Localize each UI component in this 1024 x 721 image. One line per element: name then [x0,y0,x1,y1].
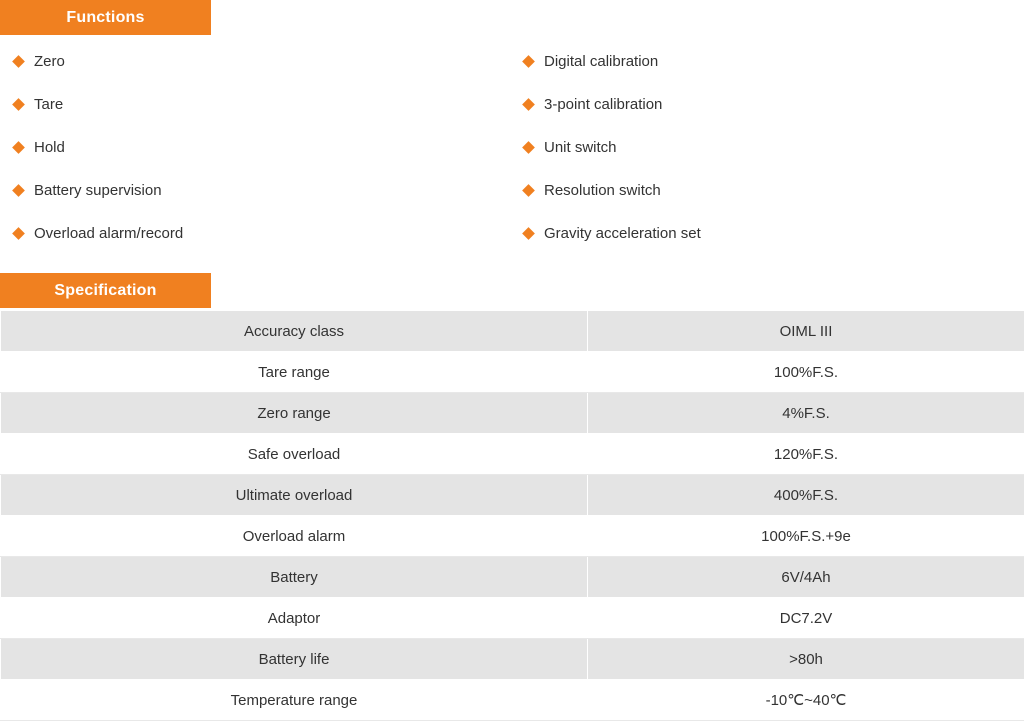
list-item [524,212,701,255]
spec-name: Battery life [1,639,588,680]
table-row [1,639,1024,680]
spec-name: Zero range [1,393,588,434]
spec-name: Ultimate overload [1,475,588,516]
list-item [14,83,183,126]
functions-column-left [14,40,183,255]
specification-section-title: Specification [54,282,156,300]
table-row [1,434,1024,475]
spec-name: Battery [1,557,588,598]
function-label: Unit switch [544,140,617,155]
spec-name: Temperature range [1,680,588,721]
spec-value: 120%F.S. [588,434,1024,475]
table-row [1,352,1024,393]
spec-value: OIML III [588,311,1024,352]
spec-value: 6V/4Ah [588,557,1024,598]
list-item [14,169,183,212]
list-item [14,212,183,255]
table-row [1,516,1024,557]
diamond-bullet-icon [12,227,25,240]
diamond-bullet-icon [522,227,535,240]
list-item [524,40,701,83]
function-label: Resolution switch [544,183,661,198]
spec-name: Tare range [1,352,588,393]
spec-name: Safe overload [1,434,588,475]
function-label: Gravity acceleration set [544,226,701,241]
list-item [524,169,701,212]
spec-value: 400%F.S. [588,475,1024,516]
function-label: 3-point calibration [544,97,662,112]
spec-value: DC7.2V [588,598,1024,639]
table-row [1,475,1024,516]
list-item [14,40,183,83]
function-label: Tare [34,97,63,112]
diamond-bullet-icon [12,55,25,68]
diamond-bullet-icon [522,184,535,197]
table-row [1,680,1024,721]
diamond-bullet-icon [522,98,535,111]
function-label: Zero [34,54,65,69]
table-row [1,311,1024,352]
spec-value: 100%F.S.+9e [588,516,1024,557]
spec-value: >80h [588,639,1024,680]
table-row [1,598,1024,639]
table-row [1,557,1024,598]
spec-value: 100%F.S. [588,352,1024,393]
table-row [1,393,1024,434]
list-item [14,126,183,169]
spec-name: Overload alarm [1,516,588,557]
spec-name: Adaptor [1,598,588,639]
spec-name: Accuracy class [1,311,588,352]
function-label: Digital calibration [544,54,658,69]
list-item [524,126,701,169]
diamond-bullet-icon [12,98,25,111]
spec-value: 4%F.S. [588,393,1024,434]
function-label: Battery supervision [34,183,162,198]
function-label: Hold [34,140,65,155]
diamond-bullet-icon [522,55,535,68]
functions-list [0,40,1024,255]
spec-value: -10℃~40℃ [588,680,1024,721]
functions-section-title: Functions [66,9,144,27]
specification-table [0,310,1024,721]
functions-column-right [524,40,701,255]
diamond-bullet-icon [522,141,535,154]
diamond-bullet-icon [12,141,25,154]
function-label: Overload alarm/record [34,226,183,241]
specification-section-header [0,273,211,308]
list-item [524,83,701,126]
diamond-bullet-icon [12,184,25,197]
functions-section-header [0,0,211,35]
